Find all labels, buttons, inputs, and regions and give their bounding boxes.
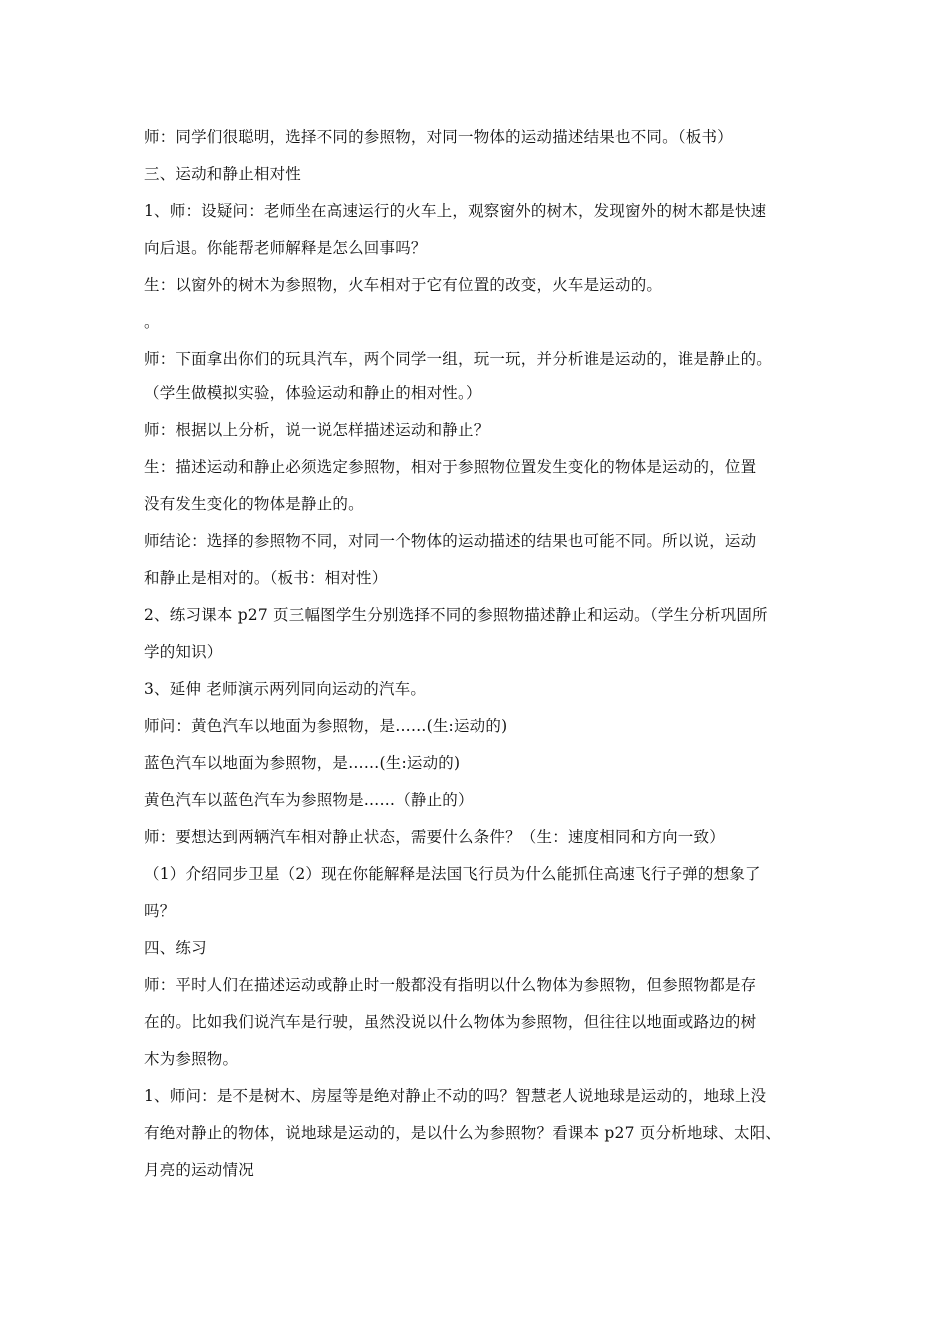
- section-heading: 三、运动和静止相对性: [144, 165, 302, 183]
- text-line: 在的。比如我们说汽车是行驶，虽然没说以什么物体为参照物，但往往以地面或路边的树: [144, 1013, 757, 1031]
- text-line: 生：描述运动和静止必须选定参照物，相对于参照物位置发生变化的物体是运动的，位置: [144, 458, 757, 476]
- text-line: 黄色汽车以蓝色汽车为参照物是……（静止的）: [144, 791, 474, 809]
- text-line: 没有发生变化的物体是静止的。: [144, 495, 364, 513]
- text-line: 师：平时人们在描述运动或静止时一般都没有指明以什么物体为参照物，但参照物都是存: [144, 976, 757, 994]
- text-line: 吗？: [144, 902, 176, 920]
- text-line: 2、练习课本 p27 页三幅图学生分别选择不同的参照物描述静止和运动。（学生分析巩固所: [144, 606, 768, 624]
- text-line: 师：同学们很聪明，选择不同的参照物，对同一物体的运动描述结果也不同。（板书）: [144, 128, 733, 146]
- text-line: （1）介绍同步卫星（2）现在你能解释是法国飞行员为什么能抓住高速飞行子弹的想象了: [144, 865, 761, 883]
- text-line: 1、师：设疑问：老师坐在高速运行的火车上，观察窗外的树木，发现窗外的树木都是快速: [144, 202, 767, 220]
- text-line: 师问：黄色汽车以地面为参照物，是……(生:运动的): [144, 717, 508, 735]
- text-line: 蓝色汽车以地面为参照物，是……(生:运动的): [144, 754, 461, 772]
- text-line: 木为参照物。: [144, 1050, 239, 1068]
- text-line: 。: [144, 313, 160, 331]
- text-line: 有绝对静止的物体，说地球是运动的，是以什么为参照物？看课本 p27 页分析地球、太阳、: [144, 1124, 782, 1142]
- section-heading: 四、练习: [144, 939, 207, 957]
- text-line: 向后退。你能帮老师解释是怎么回事吗？: [144, 239, 427, 257]
- text-line: 师结论：选择的参照物不同，对同一个物体的运动描述的结果也可能不同。所以说，运动: [144, 532, 757, 550]
- text-line: 师：下面拿出你们的玩具汽车，两个同学一组，玩一玩，并分析谁是运动的，谁是静止的。: [144, 350, 773, 368]
- text-line: （学生做模拟实验，体验运动和静止的相对性。）: [144, 384, 482, 402]
- text-line: 月亮的运动情况: [144, 1161, 254, 1179]
- text-line: 学的知识）: [144, 643, 223, 661]
- text-line: 师：根据以上分析，说一说怎样描述运动和静止？: [144, 421, 490, 439]
- text-line: 3、延伸 老师演示两列同向运动的汽车。: [144, 680, 427, 698]
- text-line: 生：以窗外的树木为参照物，火车相对于它有位置的改变，火车是运动的。: [144, 276, 663, 294]
- text-line: 师：要想达到两辆汽车相对静止状态，需要什么条件？（生：速度相同和方向一致）: [144, 828, 725, 846]
- text-line: 1、师问：是不是树木、房屋等是绝对静止不动的吗？智慧老人说地球是运动的，地球上没: [144, 1087, 767, 1105]
- text-line: 和静止是相对的。（板书：相对性）: [144, 569, 388, 587]
